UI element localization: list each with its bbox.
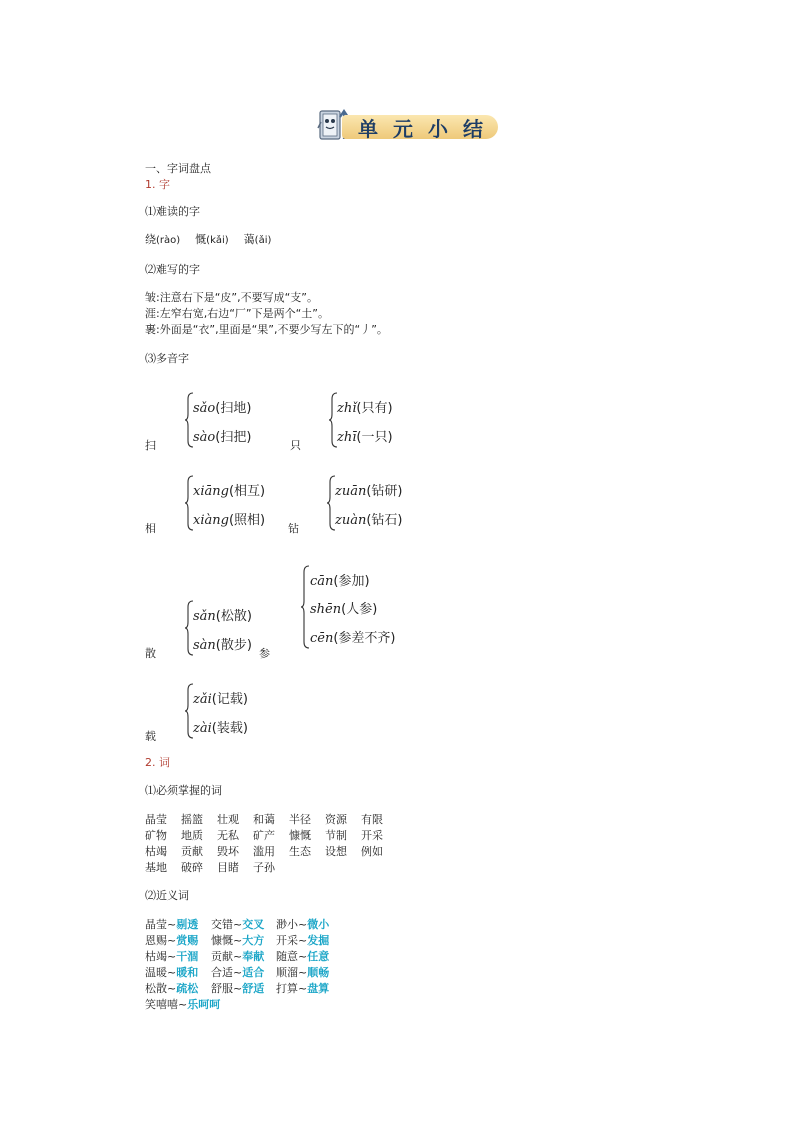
- synonym-word: 贡献: [211, 950, 233, 963]
- synonym-word: 慷慨: [211, 934, 233, 947]
- word: (只有): [356, 401, 393, 416]
- synonym-separator: ~: [298, 966, 308, 979]
- pinyin: zhī: [337, 430, 357, 445]
- pinyin: sǎn: [193, 609, 216, 624]
- synonym-answer: 干涸: [176, 950, 199, 963]
- synonym-separator: ~: [167, 934, 177, 947]
- vocab-word: 半径: [289, 813, 311, 826]
- polyphone-char: 扫: [145, 439, 156, 452]
- vocab-word: 破碎: [181, 861, 203, 874]
- synonym-word: 顺溜: [276, 966, 298, 979]
- synonym-pair: [145, 980, 198, 996]
- pinyin: zhǐ: [337, 401, 357, 416]
- polyphone-char: 载: [145, 730, 156, 743]
- word: (扫把): [215, 430, 252, 445]
- synonym-pair: [145, 964, 198, 980]
- subsection-words: 2. 词: [145, 756, 170, 769]
- synonym-separator: ~: [233, 982, 243, 995]
- synonym-word: 打算: [276, 982, 298, 995]
- vocab-word: 地质: [181, 829, 203, 842]
- synonym-answer: 疏松: [176, 982, 199, 995]
- synonym-word: 合适: [211, 966, 233, 979]
- vocab-word: 基地: [145, 861, 167, 874]
- vocab-word: 慷慨: [289, 829, 311, 842]
- pinyin: xiàng: [193, 513, 229, 528]
- synonym-word: 开采: [276, 934, 298, 947]
- word: (松散): [215, 609, 252, 624]
- hard-write-line: 裹:外面是“衣”,里面是“果”,不要少写左下的“丿”。: [145, 323, 388, 336]
- synonym-pair: [211, 980, 264, 996]
- pinyin: zǎi: [193, 692, 212, 707]
- synonym-title: ⑵近义词: [145, 889, 189, 902]
- synonym-separator: ~: [178, 998, 188, 1011]
- vocab-word: 资源: [325, 813, 347, 826]
- synonym-word: 枯竭: [145, 950, 167, 963]
- word: (一只): [356, 430, 393, 445]
- synonym-pair: [276, 948, 329, 964]
- synonym-separator: ~: [167, 966, 177, 979]
- page-title: 单元小结: [358, 117, 498, 141]
- synonym-answer: 交叉: [242, 918, 265, 931]
- char: 蔼: [243, 233, 255, 246]
- synonym-pair: [211, 916, 264, 932]
- vocab-word: 开采: [361, 829, 383, 842]
- synonym-pair: [211, 932, 264, 948]
- synonym-answer: 适合: [242, 966, 265, 979]
- vocab-word: 滥用: [253, 845, 275, 858]
- pinyin: cān: [310, 574, 334, 589]
- pinyin: (ǎi): [254, 235, 272, 246]
- synonym-answer: 发掘: [307, 934, 330, 947]
- vocab-word: 例如: [361, 845, 383, 858]
- vocab-word: 无私: [217, 829, 239, 842]
- synonym-answer: 盘算: [307, 982, 330, 995]
- unit-summary-banner: [314, 108, 500, 142]
- vocab-word: 枯竭: [145, 845, 167, 858]
- polyphone-char: 钻: [288, 522, 299, 535]
- synonym-word: 松散: [145, 982, 167, 995]
- hard-read-title: ⑴难读的字: [145, 205, 200, 218]
- synonym-word: 晶莹: [145, 918, 167, 931]
- synonym-word: 舒服: [211, 982, 233, 995]
- hard-read-list: [145, 233, 271, 247]
- word: (扫地): [215, 401, 252, 416]
- synonym-separator: ~: [233, 950, 243, 963]
- vocab-word: 贡献: [181, 845, 203, 858]
- vocab-word: 目睹: [217, 861, 239, 874]
- brace-icon: [300, 565, 310, 649]
- vocab-word: 毁坏: [217, 845, 239, 858]
- pinyin: (rào): [156, 235, 181, 246]
- synonym-pair: [211, 964, 264, 980]
- synonym-pair: [145, 916, 198, 932]
- pinyin: zài: [193, 721, 212, 736]
- synonym-answer: 大方: [242, 934, 265, 947]
- word: (参加): [333, 574, 370, 589]
- word: (相互): [228, 484, 266, 499]
- vocab-word: 子孙: [253, 861, 275, 874]
- synonym-pair: [276, 980, 329, 996]
- synonym-answer: 乐呵呵: [187, 998, 221, 1011]
- word: (参差不齐): [333, 631, 396, 646]
- pinyin: sǎo: [193, 401, 216, 416]
- word: (记载): [211, 692, 248, 707]
- synonym-answer: 赏赐: [176, 934, 199, 947]
- synonym-answer: 剔透: [176, 918, 199, 931]
- synonym-word: 交错: [211, 918, 233, 931]
- pinyin: xiāng: [193, 484, 229, 499]
- pinyin: sào: [193, 430, 216, 445]
- vocab-word: 设想: [325, 845, 347, 858]
- synonym-word: 温暖: [145, 966, 167, 979]
- hard-write-line: 皱:注意右下是“皮”,不要写成“支”。: [145, 291, 318, 304]
- synonym-separator: ~: [233, 966, 243, 979]
- word: (人参): [341, 602, 378, 617]
- vocab-word: 和蔼: [253, 813, 275, 826]
- char: 慨: [195, 233, 207, 246]
- synonym-separator: ~: [167, 950, 177, 963]
- subsection-characters: 1. 字: [145, 178, 170, 191]
- word: (装载): [211, 721, 248, 736]
- pinyin: zuān: [335, 484, 367, 499]
- synonym-answer: 奉献: [242, 950, 265, 963]
- vocab-word: 矿物: [145, 829, 167, 842]
- synonym-answer: 暖和: [176, 966, 199, 979]
- polyphone-char: 散: [145, 647, 156, 660]
- vocab-word: 壮观: [217, 813, 239, 826]
- synonym-separator: ~: [298, 950, 308, 963]
- synonym-word: 渺小: [276, 918, 298, 931]
- synonym-separator: ~: [233, 918, 243, 931]
- polyphone-char: 相: [145, 522, 156, 535]
- pinyin: sàn: [193, 638, 216, 653]
- synonym-answer: 舒适: [242, 982, 265, 995]
- word: (照相): [228, 513, 266, 528]
- synonym-separator: ~: [298, 982, 308, 995]
- vocab-word: 摇篮: [181, 813, 203, 826]
- synonym-pair: [145, 948, 198, 964]
- pinyin: cēn: [310, 631, 334, 646]
- synonym-answer: 任意: [307, 950, 330, 963]
- synonym-answer: 顺畅: [307, 966, 330, 979]
- must-master-title: ⑴必须掌握的词: [145, 784, 222, 797]
- vocab-word: 矿产: [253, 829, 275, 842]
- hard-write-line: 涯:左窄右宽,右边“厂”下是两个“土”。: [145, 307, 329, 320]
- synonym-pair: [276, 932, 329, 948]
- synonym-pair: [211, 948, 264, 964]
- synonym-answer: 微小: [307, 918, 330, 931]
- char: 绕: [145, 233, 156, 246]
- synonym-separator: ~: [167, 918, 177, 931]
- word: (散步): [215, 638, 252, 653]
- vocab-word: 生态: [289, 845, 311, 858]
- vocab-word: 晶莹: [145, 813, 167, 826]
- vocab-word: 节制: [325, 829, 347, 842]
- section-title: 一、字词盘点: [145, 162, 211, 175]
- synonym-pair: [145, 996, 220, 1012]
- word: (钻研): [366, 484, 403, 499]
- synonym-pair: [276, 964, 329, 980]
- synonym-pair: [145, 932, 198, 948]
- synonym-word: 恩赐: [145, 934, 167, 947]
- polyphone-char: 只: [290, 439, 301, 452]
- synonym-separator: ~: [233, 934, 243, 947]
- vocab-word: 有限: [361, 813, 383, 826]
- synonym-separator: ~: [298, 934, 308, 947]
- hard-write-title: ⑵难写的字: [145, 263, 200, 276]
- word: (钻石): [366, 513, 403, 528]
- pinyin: shēn: [310, 602, 342, 617]
- synonym-pair: [276, 916, 329, 932]
- synonym-separator: ~: [167, 982, 177, 995]
- synonym-word: 随意: [276, 950, 298, 963]
- synonym-separator: ~: [298, 918, 308, 931]
- pinyin: (kǎi): [206, 235, 229, 246]
- pinyin: zuàn: [335, 513, 367, 528]
- polyphone-char: 参: [259, 647, 270, 660]
- polyphone-title: ⑶多音字: [145, 352, 189, 365]
- synonym-word: 笑嘻嘻: [145, 998, 178, 1011]
